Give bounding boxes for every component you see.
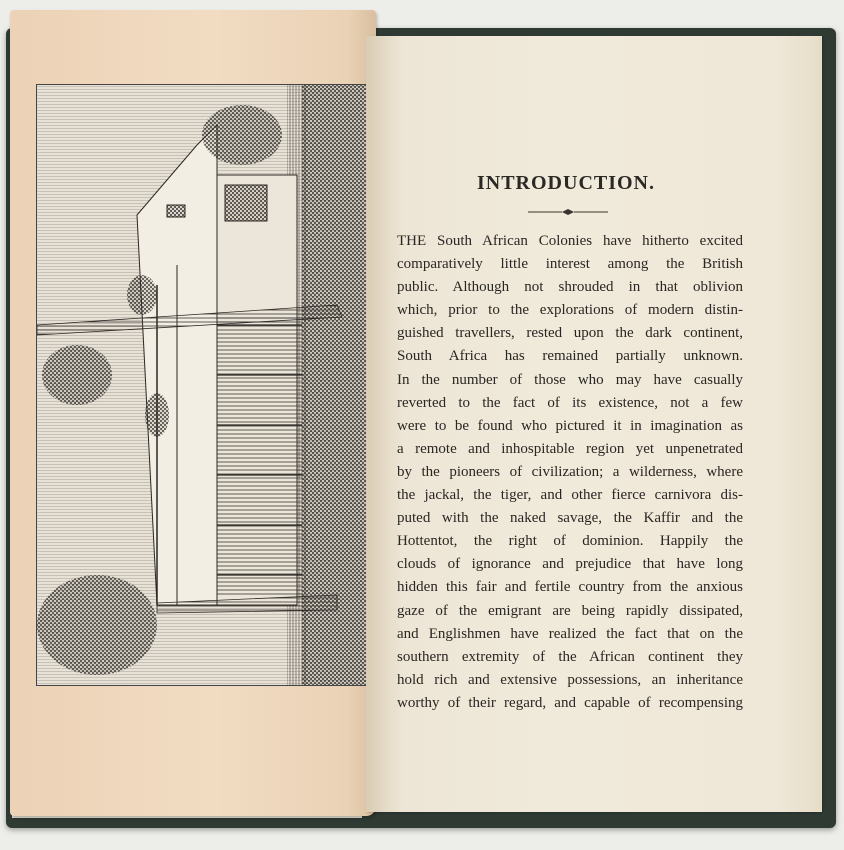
text-line: Hottentot, the right of dominion. Happily the bbox=[397, 533, 743, 550]
text-line: the jackal, the tiger, and other fierce carnivora dis- bbox=[397, 487, 743, 504]
heading-ornament bbox=[528, 207, 608, 217]
introduction-text bbox=[397, 230, 743, 715]
text-line: In the number of those who may have casually bbox=[397, 371, 743, 388]
text-line: clouds of ignorance and prejudice that have long bbox=[397, 556, 743, 573]
text-line: comparatively little interest among the British bbox=[397, 256, 743, 273]
text-line: guished travellers, rested upon the dark continent, bbox=[397, 325, 743, 342]
text-line: puted with the naked savage, the Kaffir and the bbox=[397, 510, 743, 527]
text-line: public. Although not shrouded in that oblivion bbox=[397, 279, 743, 296]
text-line: were to be found who pictured it in imagination as bbox=[397, 417, 743, 434]
text-line: gaze of the emigrant are being rapidly dissipated, bbox=[397, 602, 743, 619]
chapter-heading: INTRODUCTION. bbox=[476, 172, 656, 194]
text-line: reverted to the fact of its existence, not a few bbox=[397, 394, 743, 411]
text-line: by the pioneers of civilization; a wilderness, where bbox=[397, 463, 743, 480]
text-line: THE South African Colonies have hitherto excited bbox=[397, 233, 743, 249]
text-line: hidden this fair and fertile country from the anxious bbox=[397, 579, 743, 596]
text-line: South Africa has remained partially unknown. bbox=[397, 348, 743, 365]
text-line: worthy of their regard, and capable of recompensing bbox=[397, 694, 743, 711]
house-engraving-illustration bbox=[37, 85, 371, 685]
frontispiece-engraving bbox=[36, 84, 372, 686]
text-line: which, prior to the explorations of modern distin- bbox=[397, 302, 743, 319]
text-line: a remote and inhospitable region yet unpenetrated bbox=[397, 440, 743, 457]
text-line: hold rich and extensive possessions, an inheritance bbox=[397, 671, 743, 688]
text-line: and Englishmen have realized the fact that on the bbox=[397, 625, 743, 642]
text-line: southern extremity of the African continent they bbox=[397, 648, 743, 665]
